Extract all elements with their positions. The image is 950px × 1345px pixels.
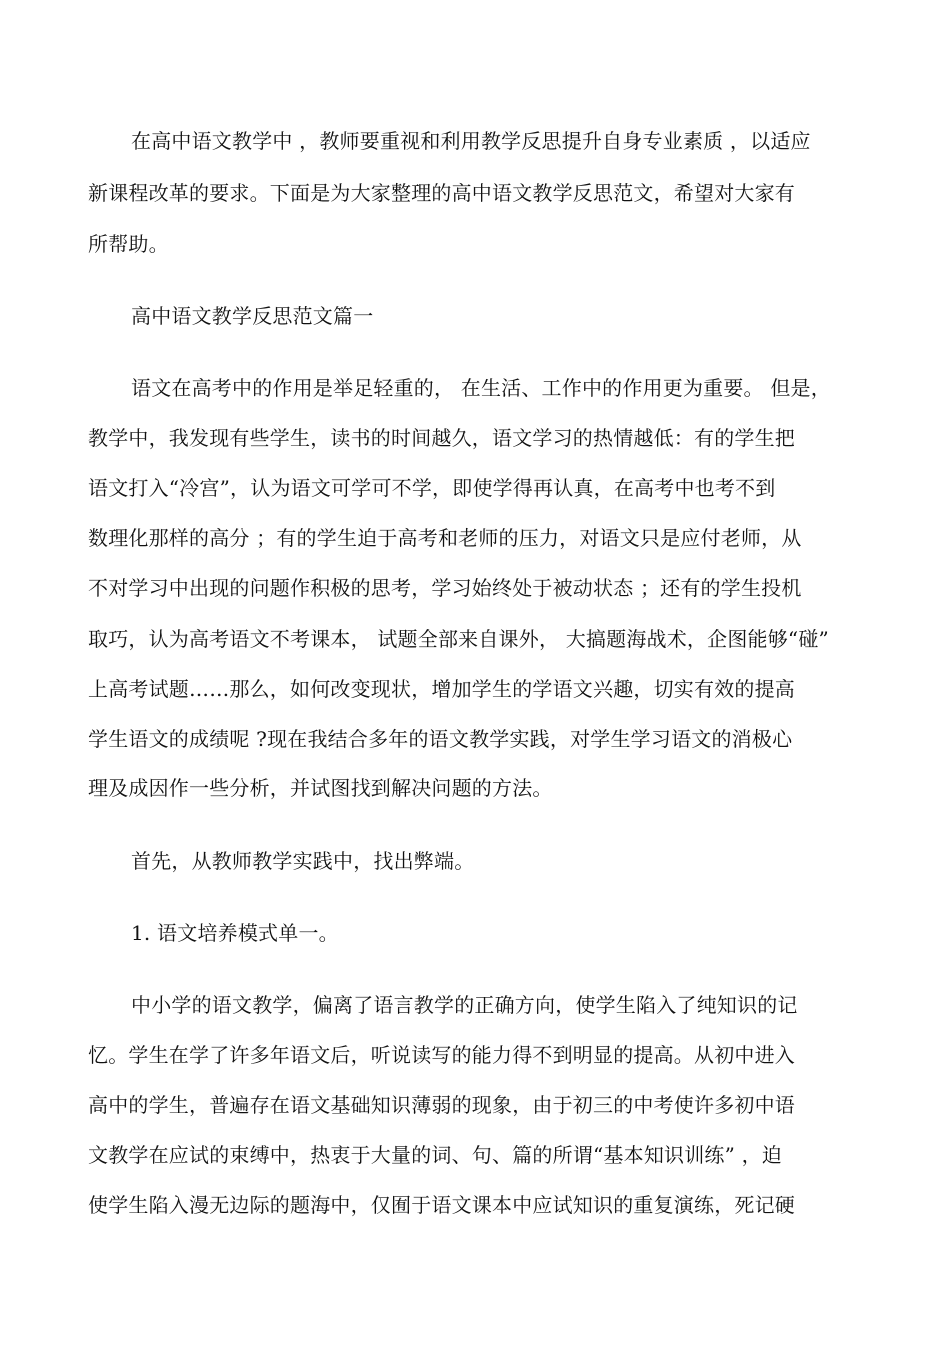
paragraph1-line-8: 学生语文的成绩呢 ?现在我结合多年的语文教学实践，对学生学习语文的消极心 — [88, 727, 793, 751]
intro-line-1: 在高中语文教学中 ，教师要重视和利用教学反思提升自身专业素质 ，以适应 — [131, 129, 811, 153]
paragraph3-line-1: 中小学的语文教学，偏离了语言教学的正确方向，使学生陷入了纯知识的记 — [131, 993, 798, 1017]
numbered-item-1: 1. 语文培养模式单一。 — [131, 921, 339, 945]
paragraph1-line-5: 不对学习中出现的问题作积极的思考，学习始终处于被动状态 ；还有的学生投机 — [88, 576, 802, 600]
paragraph1-line-7: 上高考试题……那么，如何改变现状，增加学生的学语文兴趣，切实有效的提高 — [88, 677, 795, 701]
paragraph1-line-2: 教学中，我发现有些学生，读书的时间越久，语文学习的热情越低：有的学生把 — [88, 426, 795, 450]
paragraph1-line-3: 语文打入“冷宫”，认为语文可学可不学，即使学得再认真，在高考中也考不到 — [88, 476, 776, 500]
intro-line-2: 新课程改革的要求。下面是为大家整理的高中语文教学反思范文，希望对大家有 — [88, 181, 795, 205]
intro-line-3: 所帮助。 — [88, 232, 169, 256]
paragraph3-line-2: 忆。学生在学了许多年语文后，听说读写的能力得不到明显的提高。从初中进入 — [88, 1043, 795, 1067]
paragraph3-line-5: 使学生陷入漫无边际的题海中，仅囿于语文课本中应试知识的重复演练，死记硬 — [88, 1193, 795, 1217]
paragraph1-line-9: 理及成因作一些分析，并试图找到解决问题的方法。 — [88, 776, 553, 800]
paragraph1-line-4: 数理化那样的高分 ；有的学生迫于高考和老师的压力，对语文只是应付老师，从 — [88, 526, 802, 550]
paragraph2: 首先，从教师教学实践中，找出弊端。 — [131, 849, 475, 873]
paragraph3-line-3: 高中的学生，普遍存在语文基础知识薄弱的现象，由于初三的中考使许多初中语 — [88, 1093, 795, 1117]
paragraph1-line-1: 语文在高考中的作用是举足轻重的， 在生活、工作中的作用更为重要。 但是， — [131, 376, 831, 400]
paragraph3-line-4: 文教学在应试的束缚中，热衷于大量的词、句、篇的所谓“基本知识训练” ，迫 — [88, 1143, 783, 1167]
paragraph1-line-6: 取巧，认为高考语文不考课本， 试题全部来自课外， 大搞题海战术，企图能够“碰” — [88, 627, 829, 651]
section-heading: 高中语文教学反思范文篇一 — [131, 304, 374, 328]
